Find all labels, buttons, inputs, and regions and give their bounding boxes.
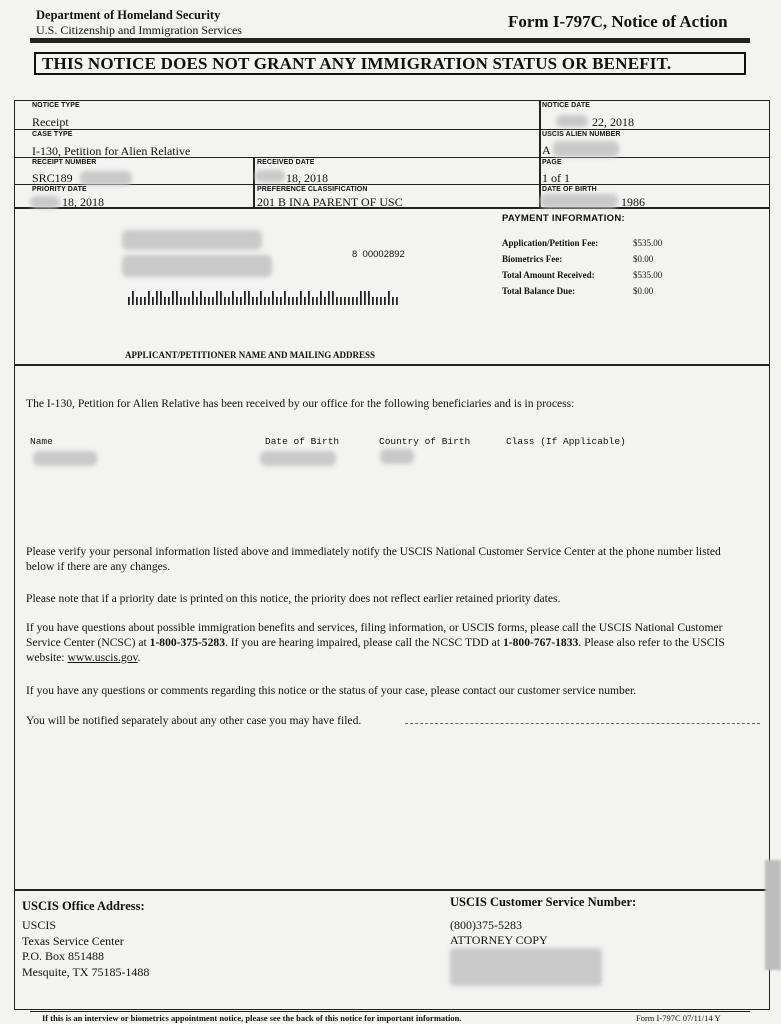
fee-row [502,238,662,248]
office-title: USCIS Office Address: [22,899,145,913]
grid-divider [539,129,770,130]
grid-divider [14,129,539,130]
redaction [30,196,60,208]
alien-number-value: A [542,143,551,157]
uscis-website-link[interactable]: www.uscis.gov [67,651,138,664]
fee-label: Application/Petition Fee: [502,238,599,248]
office-address [22,918,149,980]
customer-service-title: USCIS Customer Service Number: [450,895,637,909]
intro-text: The I-130, Petition for Alien Relative has been received by our office for the following beneficiaries and is in process: [26,397,575,410]
redaction [540,194,618,208]
contact-text: . Please also refer to the USCIS website: [26,636,725,664]
fee-row [502,286,662,296]
customer-service-phone: (800)375-5283 [450,918,522,932]
redaction [556,115,588,127]
fee-label: Total Amount Received: [502,270,595,280]
postal-barcode [128,291,402,305]
alien-number-label: USCIS ALIEN NUMBER [542,131,621,138]
page-label: PAGE [542,159,562,166]
ncsc-phone: 1-800-375-5283 [149,636,225,649]
preference-label: PREFERENCE CLASSIFICATION [257,186,368,193]
footer-note: If this is an interview or biometrics appointment notice, please see the back of this notice for important information. [42,1013,462,1023]
section-rule [14,364,770,366]
redaction [255,170,285,182]
notice-type-label: NOTICE TYPE [32,102,80,109]
fee-label: Biometrics Fee: [502,254,563,264]
separate-notice-paragraph: You will be notified separately about any other case you may have filed. [26,714,362,727]
redaction [553,141,619,157]
tdd-phone: 1-800-767-1833 [502,636,579,649]
dob-value: 1986 [621,195,645,209]
form-title: Form I-797C, Notice of Action [508,12,728,31]
notice-date-label: NOTICE DATE [542,102,591,109]
grid-divider [253,157,255,208]
priority-date-value: 18, 2018 [62,195,104,209]
fee-amount: $0.00 [633,286,654,296]
redaction [122,255,272,277]
redaction [122,230,262,250]
column-dob: Date of Birth [265,436,340,447]
column-name: Name [30,436,53,447]
fee-row [502,270,662,280]
received-date-label: RECEIVED DATE [257,159,315,166]
contact-text: . [137,651,141,664]
dob-label: DATE OF BIRTH [542,186,597,193]
receipt-number-label: RECEIPT NUMBER [32,159,97,166]
priority-paragraph: Please note that if a priority date is printed on this notice, the priority does not reflect earlier retained priority dates. [26,592,561,605]
case-type-value: I-130, Petition for Alien Relative [32,144,191,158]
contact-paragraph [26,620,731,665]
redaction [80,171,132,185]
redaction [260,451,336,466]
header-rule [30,38,750,43]
sub-agency-name: U.S. Citizenship and Immigration Services [36,23,242,37]
preference-value: 201 B INA PARENT OF USC [257,195,403,209]
fee-label: Total Balance Due: [502,286,576,296]
office-line: Texas Service Center [22,933,124,948]
grid-divider [539,100,541,208]
section-rule [14,889,770,891]
status-banner: THIS NOTICE DOES NOT GRANT ANY IMMIGRATION STATUS OR BENEFIT. [34,52,746,75]
form-id: Form I-797C 07/11/14 Y [636,1013,721,1023]
contact-text: If you have questions about possible immigration benefits and services, filing information, or USCIS forms, please call the USCIS National Customer Service Center (NCSC) at [26,621,723,649]
priority-date-label: PRIORITY DATE [32,186,87,193]
case-type-label: CASE TYPE [32,131,73,138]
scan-artifact [765,860,781,970]
notice-type-value: Receipt [32,115,69,129]
page-value: 1 of 1 [542,171,570,185]
attorney-copy: ATTORNEY COPY [450,933,548,947]
notice-date-value: 22, 2018 [592,115,634,129]
questions-paragraph: If you have any questions or comments regarding this notice or the status of your case, please contact our customer service number. [26,684,637,697]
mailing-code: 8 00002892 [352,249,405,260]
fee-amount: $535.00 [633,270,663,280]
payment-title: PAYMENT INFORMATION: [502,213,625,224]
redaction [450,948,602,986]
redaction [33,451,97,466]
received-date-value: 18, 2018 [286,171,328,185]
column-country: Country of Birth [379,436,471,447]
receipt-number-value: SRC189 [32,171,73,185]
office-line: USCIS [22,918,57,932]
verify-paragraph: Please verify your personal information listed above and immediately notify the USCIS National Customer Service Center at the phone number listed below if there are any changes. [26,545,721,573]
fee-amount: $535.00 [633,238,663,248]
fee-amount: $0.00 [633,254,654,264]
fee-row [502,254,662,264]
agency-name: Department of Homeland Security [36,8,221,22]
office-line: Mesquite, TX 75185-1488 [22,964,150,979]
footer-rule [30,1011,750,1012]
redaction [380,449,414,464]
grid-divider [539,184,770,185]
grid-divider [539,157,770,158]
office-line: P.O. Box 851488 [22,949,105,963]
dashed-rule [405,723,760,724]
contact-text: . If you are hearing impaired, please call the NCSC TDD at [225,636,503,649]
column-class: Class (If Applicable) [506,436,626,447]
mailing-address-label: APPLICANT/PETITIONER NAME AND MAILING ADDRESS [125,350,376,360]
